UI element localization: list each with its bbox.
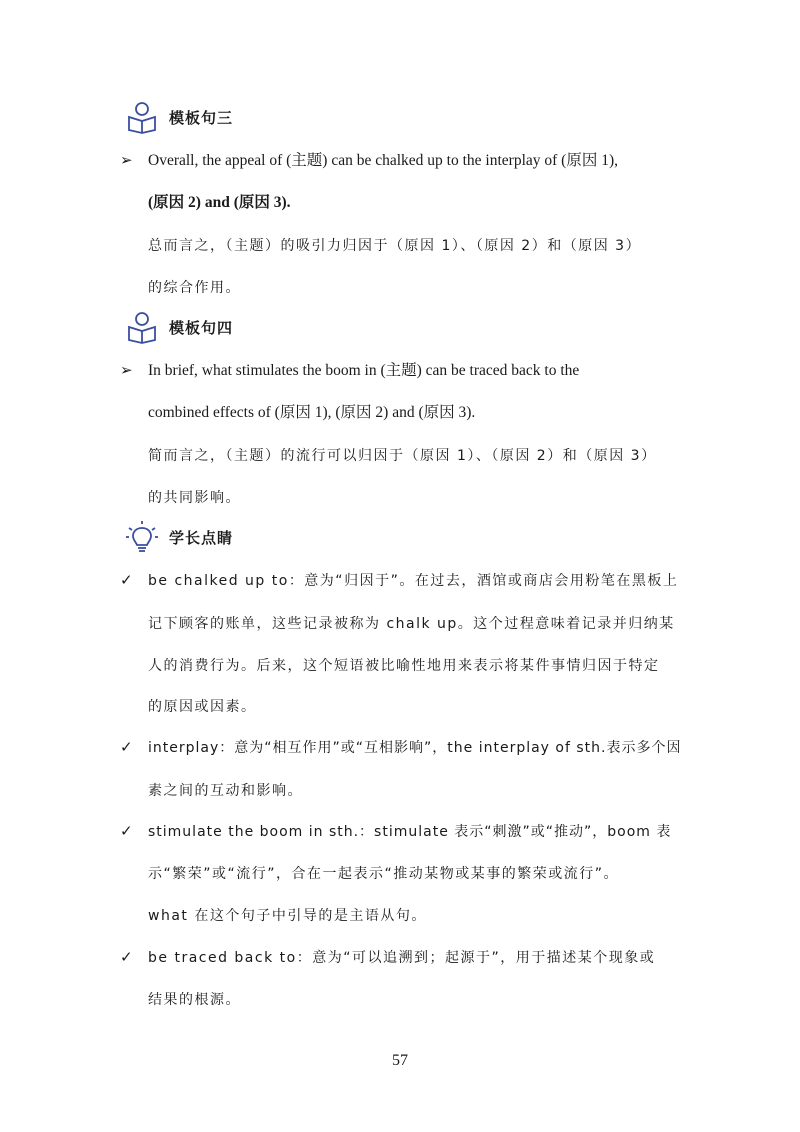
tip-line: stimulate the boom in sth.：stimulate 表示“刺激”或“推动”，boom 表 <box>148 824 672 840</box>
section-heading-4 <box>125 310 233 344</box>
tip-line: 的原因或因素。 <box>148 699 257 715</box>
template-sentence-zh: 简而言之，（主题）的流行可以归因于（原因 1）、（原因 2）和（原因 3） <box>148 448 657 464</box>
tip-line: be chalked up to：意为“归因于”。在过去，酒馆或商店会用粉笔在黑板上 <box>148 573 679 589</box>
tip-line: 结果的根源。 <box>148 992 241 1008</box>
check-bullet: ✓ <box>120 950 133 966</box>
reading-person-icon <box>125 100 159 134</box>
tip-line: be traced back to：意为“可以追溯到；起源于”，用于描述某个现象或 <box>148 950 656 966</box>
tip-line: what 在这个句子中引导的是主语从句。 <box>148 908 427 924</box>
arrow-bullet: ➢ <box>120 363 133 379</box>
tip-line: 素之间的互动和影响。 <box>148 783 303 799</box>
template-sentence-zh: 的共同影响。 <box>148 490 241 506</box>
tips-heading <box>125 520 233 554</box>
template-sentence-zh: 总而言之，（主题）的吸引力归因于（原因 1）、（原因 2）和（原因 3） <box>148 238 642 254</box>
tip-line: 记下顾客的账单，这些记录被称为 chalk up。这个过程意味着记录并归纳某 <box>148 616 675 632</box>
check-bullet: ✓ <box>120 740 133 756</box>
section-title: 模板句三 <box>169 108 234 127</box>
template-sentence-en: combined effects of (原因 1), (原因 2) and (原因 3). <box>148 404 476 421</box>
template-sentence-en: Overall, the appeal of (主题) can be chalked up to the interplay of (原因 1), <box>148 152 618 169</box>
template-sentence-en: (原因 2) and (原因 3). <box>148 194 291 211</box>
check-bullet: ✓ <box>120 573 133 589</box>
reading-person-icon <box>125 310 159 344</box>
section-heading-3 <box>125 100 233 134</box>
tip-line: 示“繁荣”或“流行”，合在一起表示“推动某物或某事的繁荣或流行”。 <box>148 866 620 882</box>
template-sentence-en: In brief, what stimulates the boom in (主题) can be traced back to the <box>148 362 580 379</box>
tip-line: 人的消费行为。后来，这个短语被比喻性地用来表示将某件事情归因于特定 <box>148 658 660 674</box>
check-bullet: ✓ <box>120 824 133 840</box>
lightbulb-icon <box>125 520 159 554</box>
section-title: 模板句四 <box>169 318 234 337</box>
page-number: 57 <box>392 1052 408 1069</box>
tip-line: interplay：意为“相互作用”或“互相影响”，the interplay of sth.表示多个因 <box>148 740 682 756</box>
template-sentence-zh: 的综合作用。 <box>148 280 241 296</box>
arrow-bullet: ➢ <box>120 153 133 169</box>
tips-title: 学长点睛 <box>169 528 234 547</box>
